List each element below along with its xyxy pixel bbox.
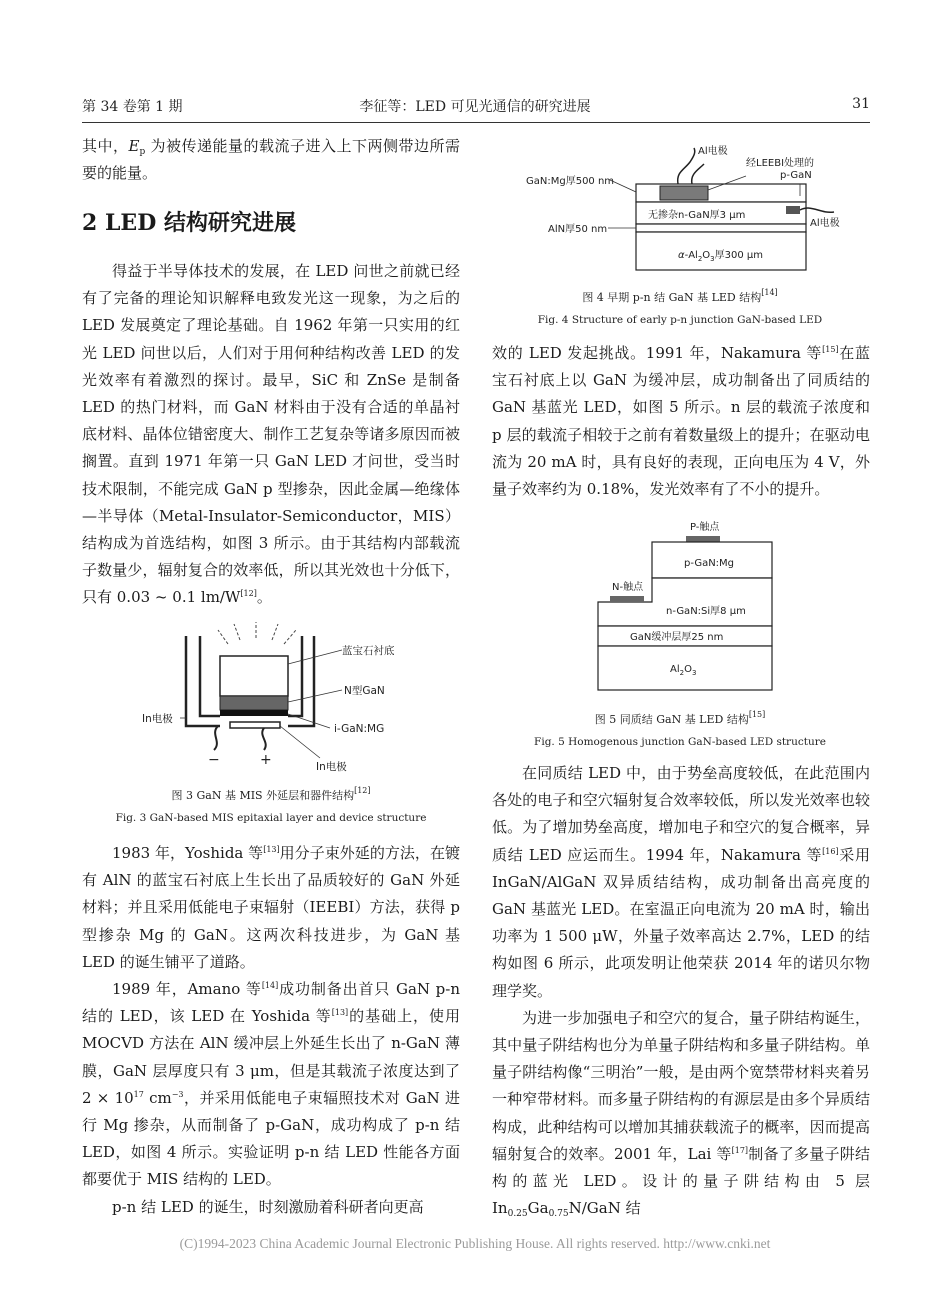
left-column-lower [82, 840, 460, 1221]
paragraph-quantum-well: 为进一步加强电子和空穴的复合，量子阱结构诞生，其中量子阱结构也分为单量子阱结构和多量子阱结构。单量子阱结构像“三明治”一般，是由两个宽禁带材料夹着另一种窄带材料。而多量子阱结构的有源层是由多个异质结构成，此种结构可以增加其捕获载流子的概率，因而提高辐射复合的效率。2001 年，Lai 等[17]制备了多量子阱结构的蓝光 LED。设计的量子阱结构由 5 层 $In_{0.25}Ga_{0.75}N$/GaN 结 [492, 1008, 870, 1220]
label-n-gan: 无掺杂n-GaN厚3 μm [648, 210, 746, 221]
in-electrode-bottom [230, 722, 280, 728]
n-gan-layer [220, 696, 288, 710]
wire-right [262, 728, 265, 750]
label-aln: AlN厚50 nm [548, 224, 608, 235]
label-i-gan: i-GaN:MG [334, 723, 385, 735]
label-sapphire: $\alpha-Al_2O_3$厚300 μm [678, 250, 764, 263]
figure-4-caption: 图 4 早期 p-n 结 GaN 基 LED 结构[14] Fig. 4 Structure of early p-n junction GaN-based LED [537, 288, 823, 326]
right-column-lower [492, 760, 870, 1222]
label-p-contact: P-触点 [690, 522, 720, 533]
aln-layer [636, 224, 806, 232]
paragraph-homojunction: 在同质结 LED 中，由于势垒高度较低，在此范围内各处的电子和空穴辐射复合效率较低，所以发光效率也较低。为了增加势垒高度，增加电子和空穴的复合概率，异质结 LED 应运而生。1994 年，Nakamura 等[16]采用 InGaN/AlGaN 双异质结结构，成功制备出高亮度的 GaN 基蓝光 LED。在室温正向电流为 20 mA 时，输出功率为 1 500 μW，外量子效率高达 2.7%，LED 的结构如图 6 所示，此项发明让他荣获 2014 年的诺贝尔物理学奖。 [492, 764, 870, 1000]
copyright-footer: (C)1994-2023 China Academic Journal Electronic Publishing House. All rights reserved. http://www.cnki.net [179, 1236, 771, 1251]
journal-issue: 第 34 卷第 1 期 [82, 99, 183, 115]
p-contact [686, 536, 720, 542]
label-al-top: Al电极 [698, 146, 728, 157]
label-n-gan: N型GaN [344, 685, 385, 697]
label-al-right: Al电极 [810, 218, 840, 229]
label-in-electrode-bottom: In电极 [316, 761, 347, 773]
n-contact [610, 596, 644, 602]
running-title: 李征等：LED 可见光通信的研究进展 [359, 99, 591, 115]
paragraph-nakamura-1991: 效的 LED 发起挑战。1991 年，Nakamura 等[15]在蓝宝石衬底上以 GaN 为缓冲层，成功制备出了同质结的 GaN 基蓝光 LED，如图 5 所示。n 层的载流子浓度和 p 层的载流子相较于之前有着数量级上的提升；在驱动电流为 20 mA 时，具有良好的表现，正向电压为 4 V，外量子效率约为 0.18%，发光效率有了不小的提升。 [492, 344, 870, 499]
light-rays [218, 622, 296, 644]
leebi-p-gan [660, 186, 708, 200]
label-n-contact: N-触点 [612, 582, 644, 593]
paragraph-pn: p-n 结 LED 的诞生，时刻激励着科研者向更高 [112, 1197, 424, 1216]
minus-sign: − [208, 752, 220, 768]
figure-4-diagram [500, 140, 860, 280]
page-number: 31 [852, 96, 870, 112]
label-in-electrode-left: In电极 [142, 713, 173, 725]
plus-sign: + [260, 752, 272, 768]
paragraph-intro: 得益于半导体技术的发展，在 LED 问世之前就已经有了完备的理论知识解释电致发光这一现象，为之后的 LED 发展奠定了理论基础。自 1962 年第一只实用的红光 LED 问世以后，人们对于用何种结构改善 LED 的发光效率有着激烈的探讨。最早，SiC 和 ZnSe 是制备 LED 的热门材料，而 GaN 材料由于没有合适的单晶衬底材料、晶体位错密度大、制作工艺复杂等诸多原因而被搁置。直到 1971 年第一只 GaN LED 才问世，受当时技术限制，不能完成 GaN p 型掺杂，因此金属—绝缘体—半导体（Metal-Insulator-Semiconductor，MIS）结构成为首选结构，如图 3 所示。由于其结构内部载流子数量少，辐射复合的效率低，所以其光效也十分低下，只有 0.03 ~ 0.1 lm/W[12]。 [82, 262, 460, 607]
label-p-gan: p-GaN:Mg [684, 558, 735, 569]
wire-left [214, 726, 218, 750]
label-buffer: GaN缓冲层厚25 nm [630, 632, 724, 643]
label-al2o3: $Al_2O_3$ [670, 664, 697, 677]
figure-5-diagram [590, 518, 790, 698]
al-electrode-right [786, 206, 800, 214]
right-column-top [492, 340, 870, 503]
label-n-gan: n-GaN:Si厚8 μm [666, 606, 746, 617]
label-gan-mg: GaN:Mg厚500 nm [526, 176, 615, 187]
header-rule [82, 122, 870, 123]
label-sapphire: 蓝宝石衬底 [342, 645, 395, 657]
label-leebi-1: 经LEEBI处理的 [746, 158, 815, 169]
paragraph-ep: 其中，$E_p$ 为被传递能量的载流子进入上下两侧带边所需要的能量。 [82, 137, 460, 183]
section-title: 2 LED 结构研究进展 [82, 210, 296, 236]
i-gan-layer [220, 710, 288, 716]
paragraph-amano: 1989 年，Amano 等[14]成功制备出首只 GaN p-n 结的 LED，该 LED 在 Yoshida 等[13]的基础上，使用 MOCVD 方法在 AlN 缓冲层上外延生长出了 n-GaN 薄膜，GaN 层厚度只有 3 μm，但是其载流子浓度达到了 $2 \times 10^{17}$ $cm^{-3}$，并采用低能电子束辐照技术对 GaN 进行 Mg 掺杂，从而制备了 p-GaN，成功构成了 p-n 结 LED，如图 4 所示。实验证明 p-n 结 LED 性能各方面都要优于 MIS 结构的 LED。 [82, 980, 461, 1189]
figure-3-caption: 图 3 GaN 基 MIS 外延层和器件结构[12] Fig. 3 GaN-based MIS epitaxial layer and device structure [115, 786, 427, 824]
figure-3-diagram [130, 618, 420, 778]
left-column-body [82, 258, 460, 612]
in-electrode-left [186, 636, 220, 726]
sapphire-substrate [220, 656, 288, 696]
label-leebi-2: p-GaN [780, 170, 812, 181]
figure-5-caption: 图 5 同质结 GaN 基 LED 结构[15] Fig. 5 Homogenous junction GaN-based LED structure [534, 710, 826, 748]
left-column-top [82, 133, 460, 187]
paragraph-yoshida: 1983 年，Yoshida 等[13]用分子束外延的方法，在镀有 AlN 的蓝宝石衬底上生长出了品质较好的 GaN 外延材料；并且采用低能电子束辐射（IEEBI）方法，获得 p 型掺杂 Mg 的 GaN。这两次科技进步，为 GaN 基 LED 的诞生铺平了道路。 [82, 844, 460, 971]
